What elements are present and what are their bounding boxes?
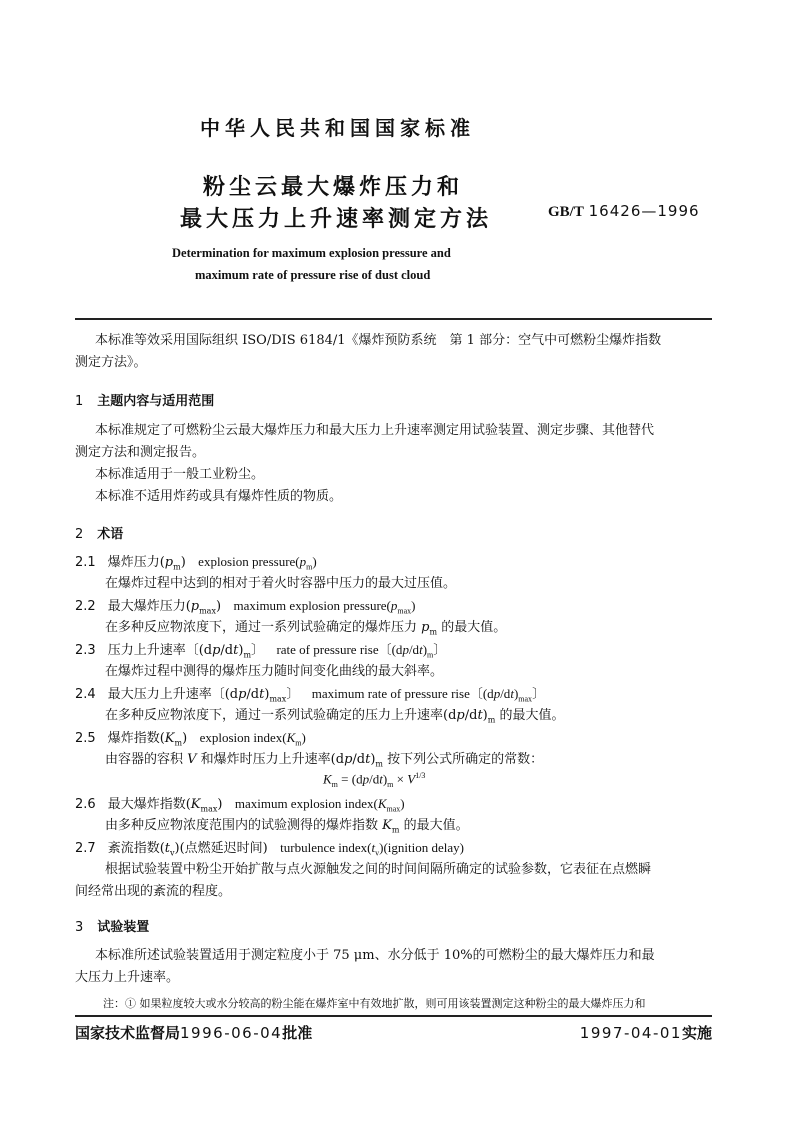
term-definition: 在爆炸过程中测得的爆炸压力随时间变化曲线的最大斜率。 [105,664,444,679]
title-line-1: 粉尘云最大爆炸压力和 [203,175,464,200]
term-number: 2.4 [75,687,96,702]
term-cn: 压力上升速率〔$(dp/dt)_m$〕 [107,643,265,660]
section-number: 2 [75,527,84,542]
term-number: 2.6 [75,797,96,812]
term-en: maximum rate of pressure rise〔$(dp/dt)_{max}$〕 [311,686,546,704]
intro-line-1: 本标准等效采用国际组织 ISO/DIS 6184/1《爆炸预防系统 第 1 部分：空气中可燃粉尘爆炸指数 [95,333,662,348]
term-definition: 由容器的容积 V 和爆炸时压力上升速率$(dp/dt)_m$ 按下列公式所确定的常数： [105,752,544,769]
english-title-line-1: Determination for maximum explosion pressure and [172,246,451,260]
term-number: 2.5 [75,731,96,746]
section-1-paragraph: 本标准不适用炸药或具有爆炸性质的物质。 [95,489,343,504]
standard-label: 中华人民共和国国家标准 [200,116,475,140]
section-1-heading [75,390,214,409]
section-title: 试验装置 [97,920,150,935]
section-number: 3 [75,920,84,935]
intro-line-2: 测定方法》。 [75,355,147,370]
term-number: 2.7 [75,841,96,856]
section-number: 1 [75,394,84,409]
formula-km: $K_m = (dp/dt)_m \times V^{1/3}$ [323,771,426,789]
term-cn: 最大爆炸压力$(p_{max})$ [107,599,222,616]
section-title: 术语 [97,527,124,542]
approval-line [75,1022,312,1043]
effective-line [580,1022,712,1043]
term-definition: 在爆炸过程中达到的相对于着火时容器中压力的最大过压值。 [105,576,457,591]
term-definition: 根据试验装置中粉尘开始扩散与点火源触发之间的时间间隔所确定的试验参数，它表征在点燃瞬 [105,862,652,877]
term-cn: 爆炸压力$(p_m)$ [107,555,186,572]
term-number: 2.1 [75,555,96,570]
term-en: explosion $pressure(p_m)$ [198,554,317,572]
section-3-note: 注：① 如果粒度较大或水分较高的粉尘能在爆炸室中有效地扩散，则可用该装置测定这种粉尘的最大爆炸压力和 [103,997,646,1010]
bottom-divider [75,1015,712,1017]
standard-code-prefix: GB/T [548,204,584,220]
standard-code-number: 16426—1996 [588,202,700,220]
term-cn: 爆炸指数$(K_m)$ [107,731,188,748]
term-en: maximum explosion $pressure(p_{max})$ [233,598,416,616]
section-1-paragraph: 测定方法和测定报告。 [75,445,206,460]
term-en: rate of pressure rise〔$(dp/dt)_m$〕 [276,642,447,660]
term-definition: 在多种反应物浓度下，通过一系列试验确定的爆炸压力 $p_m$ 的最大值。 [105,620,507,637]
section-3-paragraph: 本标准所述试验装置适用于测定粒度小于 75 μm、水分低于 10%的可燃粉尘的最大爆炸压力和最 [95,948,655,963]
approval-date: 1996-06-04 [180,1024,283,1042]
approval-suffix: 批准 [282,1024,313,1042]
effective-date: 1997-04-01 [579,1024,682,1042]
section-2-heading [75,523,123,542]
term-number: 2.3 [75,643,96,658]
english-title-line-2: maximum rate of pressure rise of dust cloud [195,268,431,282]
standard-code [548,202,700,221]
section-1-paragraph: 本标准适用于一般工业粉尘。 [95,467,265,482]
term-en: maximum explosion $index(K_{max})$ [234,796,405,814]
approver: 国家技术监督局 [75,1024,181,1042]
term-definition: 间经常出现的紊流的程度。 [75,884,232,899]
term-definition: 在多种反应物浓度下，通过一系列试验确定的压力上升速率$(dp/dt)_m$ 的最大值。 [105,708,565,725]
term-cn: 最大爆炸指数$(K_{max})$ [107,797,223,814]
section-3-heading [75,916,149,935]
effective-suffix: 实施 [681,1024,712,1042]
term-en: turbulence $index(t_v)(ignition$ delay) [280,840,464,858]
term-number: 2.2 [75,599,96,614]
top-divider [75,318,712,320]
title-line-2: 最大压力上升速率测定方法 [180,207,493,232]
section-3-paragraph: 大压力上升速率。 [75,970,180,985]
term-cn: 最大压力上升速率〔$(dp/dt)_{max}$〕 [107,687,300,704]
term-cn: 紊流指数$(t_v)$(点燃延迟时间) [107,841,268,858]
section-title: 主题内容与适用范围 [97,394,215,409]
section-1-paragraph: 本标准规定了可燃粉尘云最大爆炸压力和最大压力上升速率测定用试验装置、测定步骤、其他替代 [95,423,655,438]
term-definition: 由多种反应物浓度范围内的试验测得的爆炸指数 $K_m$ 的最大值。 [105,818,469,835]
term-en: explosion $index(K_m)$ [199,730,306,748]
